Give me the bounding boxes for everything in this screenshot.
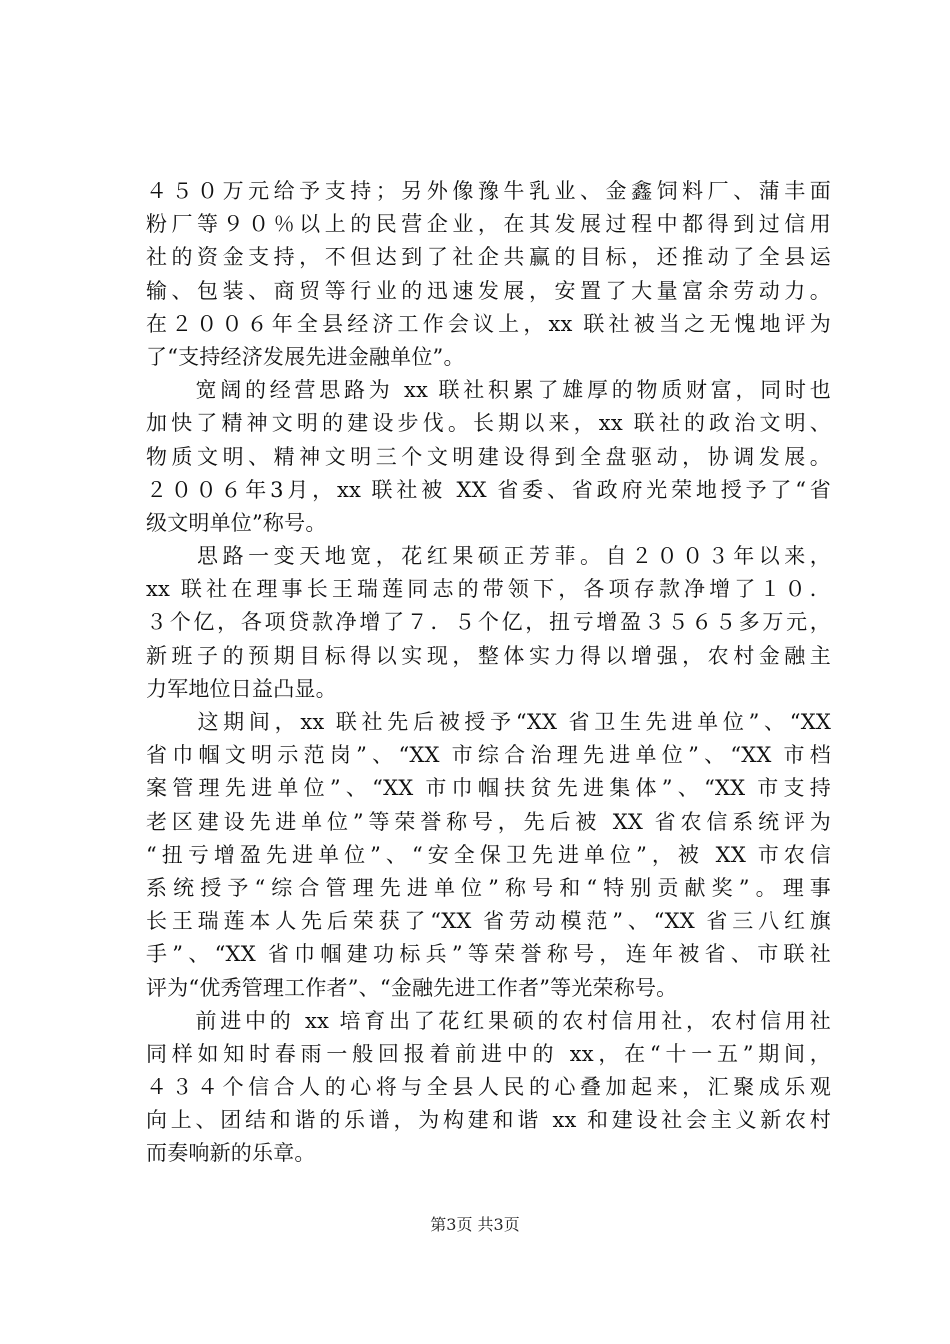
paragraph-1 [146, 175, 831, 374]
paragraph-3 [146, 540, 831, 706]
paragraph-2 [146, 374, 831, 540]
text-line: 同样如知时春雨一般回报着前进中的 xx，在“十一五”期间， [146, 1041, 831, 1066]
text-line: 长王瑞莲本人先后荣获了“XX 省劳动模范”、“XX 省三八红旗 [146, 909, 831, 934]
text-line: 级文明单位”称号。 [146, 510, 327, 535]
text-line: 系统授予“综合管理先进单位”称号和“特别贡献奖”。理事 [146, 875, 831, 900]
text-line: 省巾帼文明示范岗”、“XX 市综合治理先进单位”、“XX 市档 [146, 743, 831, 768]
text-line: 物质文明、精神文明三个文明建设得到全盘驱动，协调发展。 [146, 444, 831, 469]
text-line: 向上、团结和谐的乐谱，为构建和谐 xx 和建设社会主义新农村 [146, 1108, 831, 1133]
text-line: “扭亏增盈先进单位”、“安全保卫先进单位”，被 XX 市农信 [146, 842, 831, 867]
text-line: ４５０万元给予支持；另外像豫牛乳业、金鑫饲料厂、蒲丰面 [146, 179, 831, 203]
paragraph-4 [146, 706, 831, 1005]
text-line: 思路一变天地宽，花红果硕正芳菲。自２００３年以来， [146, 544, 831, 569]
text-line: 手”、“XX 省巾帼建功标兵”等荣誉称号，连年被省、市联社 [146, 942, 831, 967]
document-body [146, 175, 831, 1171]
text-line: 案管理先进单位”、“XX 市巾帼扶贫先进集体”、“XX 市支持 [146, 776, 831, 801]
text-line: ３个亿，各项贷款净增了７．５个亿，扭亏增盈３５６５多万元， [146, 610, 831, 635]
text-line: 前进中的 xx 培育出了花红果硕的农村信用社，农村信用社 [146, 1008, 831, 1033]
text-line: 而奏响新的乐章。 [146, 1141, 316, 1166]
text-line: 宽阔的经营思路为 xx 联社积累了雄厚的物质财富，同时也 [146, 378, 831, 403]
page-footer: 第3页 共3页 [430, 1215, 520, 1234]
text-line: xx 联社在理事长王瑞莲同志的带领下，各项存款净增了１０． [146, 577, 831, 602]
paragraph-5 [146, 1005, 831, 1171]
text-line: 在２００６年全县经济工作会议上，xx 联社被当之无愧地评为 [146, 311, 831, 336]
text-line: 这期间，xx 联社先后被授予“XX 省卫生先进单位”、“XX [146, 710, 831, 734]
text-line: ２００６年3月，xx 联社被 XX 省委、省政府光荣地授予了“省 [146, 477, 831, 502]
text-line: 评为“优秀管理工作者”、“金融先进工作者”等光荣称号。 [146, 975, 678, 1000]
text-line: 社的资金支持，不但达到了社企共赢的目标，还推动了全县运 [146, 245, 831, 270]
text-line: 新班子的预期目标得以实现，整体实力得以增强，农村金融主 [146, 643, 831, 668]
text-line: 力军地位日益凸显。 [146, 676, 337, 701]
text-line: 输、包装、商贸等行业的迅速发展，安置了大量富余劳动力。 [146, 278, 831, 303]
text-line: 老区建设先进单位”等荣誉称号，先后被 XX 省农信系统评为 [146, 809, 831, 834]
text-line: 粉厂等９０％以上的民营企业，在其发展过程中都得到过信用 [146, 212, 831, 237]
text-line: 了“支持经济发展先进金融单位”。 [146, 344, 465, 369]
text-line: ４３４个信合人的心将与全县人民的心叠加起来，汇聚成乐观 [146, 1075, 831, 1100]
text-line: 加快了精神文明的建设步伐。长期以来，xx 联社的政治文明、 [146, 411, 831, 436]
